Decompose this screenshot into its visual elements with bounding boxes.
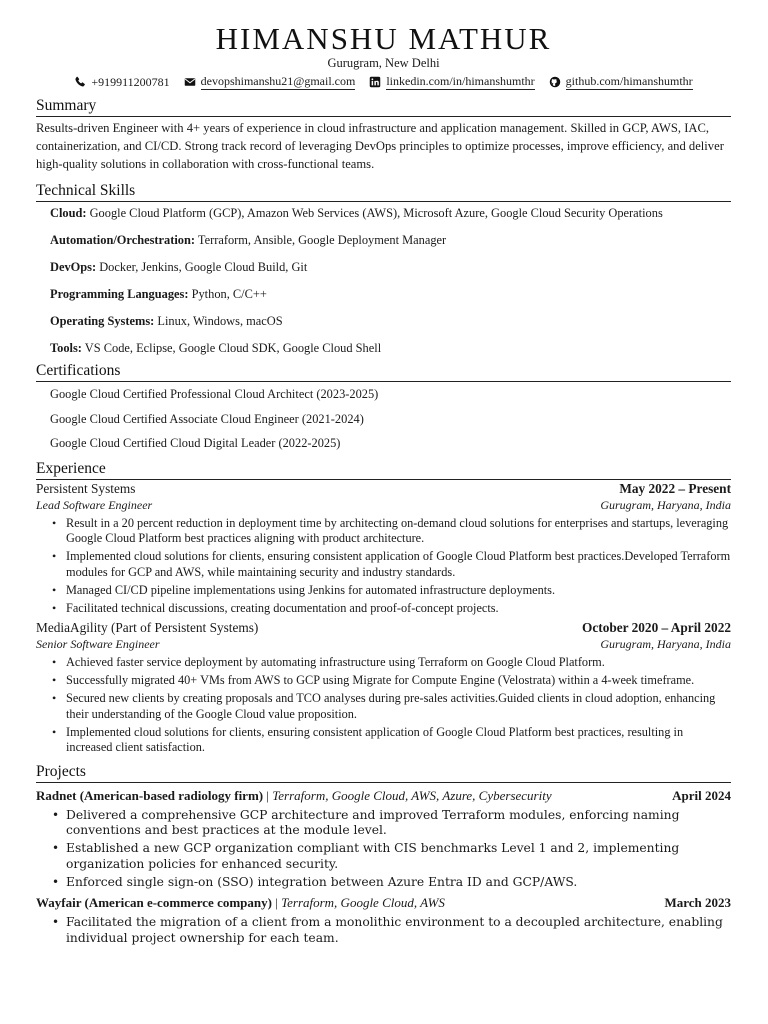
project-date: April 2024 — [672, 787, 731, 803]
project-entry — [36, 787, 731, 891]
project-tech: Terraform, Google Cloud, AWS, Azure, Cybersecurity — [272, 787, 552, 803]
job-subheader — [36, 637, 731, 652]
skill-value: Docker, Jenkins, Google Cloud Build, Git — [99, 260, 308, 274]
project-date: March 2023 — [664, 895, 731, 910]
envelope-icon — [184, 76, 196, 88]
job-header — [36, 480, 731, 498]
job-location: Gurugram, Haryana, India — [600, 497, 731, 512]
project-separator: | — [275, 895, 278, 910]
bullet-item: • Successfully migrated 40+ VMs from AWS to GCP using Migrate for Compute Engine (Velostrata) within a 4-week timeframe. — [52, 673, 731, 689]
contact-linkedin[interactable] — [369, 73, 534, 90]
skill-row-devops — [50, 258, 731, 276]
certifications-list — [36, 385, 731, 452]
phone-icon — [74, 76, 86, 88]
certification-item: Google Cloud Certified Professional Cloud Architect (2023-2025) — [50, 387, 379, 401]
project-entry — [36, 894, 731, 946]
bullet-item: • Managed CI/CD pipeline implementations using Jenkins for automated infrastructure deployments. — [52, 583, 731, 599]
project-bullets — [36, 808, 731, 891]
skill-row-os — [50, 312, 731, 330]
skill-label: Tools: — [50, 341, 82, 355]
job-header — [36, 619, 731, 637]
project-name: Wayfair (American e-commerce company) — [36, 895, 272, 910]
section-title-summary: Summary — [36, 96, 731, 117]
project-bullets — [36, 915, 731, 946]
job-role: Senior Software Engineer — [36, 637, 160, 651]
bullet-item: • Facilitated the migration of a client from a monolithic environment to a decoupled architecture, enabling individual project ownership for each team. — [52, 915, 731, 946]
section-title-projects: Projects — [36, 762, 731, 783]
project-header — [36, 787, 731, 805]
project-name: Radnet (American-based radiology firm) — [36, 787, 264, 803]
job-entry — [36, 480, 731, 617]
section-title-certifications: Certifications — [36, 361, 731, 382]
skill-value: Google Cloud Platform (GCP), Amazon Web Services (AWS), Microsoft Azure, Google Cloud Security Operations — [89, 206, 663, 220]
certification-item: Google Cloud Certified Cloud Digital Leader (2022-2025) — [50, 436, 341, 450]
bullet-item: • Implemented cloud solutions for clients, ensuring consistent application of Google Cloud Platform best practices.Developed Terraform modules for GCP and AWS, while maintaining security and industry standards. — [52, 549, 731, 580]
linkedin-icon — [369, 76, 381, 88]
contact-phone[interactable] — [74, 73, 169, 90]
contact-email[interactable] — [184, 73, 356, 90]
bullet-item: • Facilitated technical discussions, creating documentation and proof-of-concept projects. — [52, 601, 731, 617]
bullet-item: • Secured new clients by creating proposals and TCO analyses during pre-sales activities.Guided clients in cloud adoption, enhancing their understanding of the Google Cloud value proposition. — [52, 691, 731, 722]
section-title-skills: Technical Skills — [36, 181, 731, 202]
candidate-name: HIMANSHU MATHUR — [215, 21, 552, 56]
candidate-location: Gurugram, New Delhi — [327, 56, 440, 70]
skill-value: Python, C/C++ — [191, 287, 267, 301]
contact-bar — [36, 73, 731, 90]
skills-list — [36, 204, 731, 357]
job-bullets — [36, 655, 731, 756]
skill-value: Linux, Windows, macOS — [157, 314, 283, 328]
project-header — [36, 894, 731, 912]
linkedin-link[interactable]: linkedin.com/in/himanshumthr — [386, 74, 535, 88]
skill-label: Programming Languages: — [50, 287, 189, 301]
skill-value: VS Code, Eclipse, Google Cloud SDK, Google Cloud Shell — [84, 341, 382, 355]
skill-label: Operating Systems: — [50, 314, 155, 328]
phone-text: +919911200781 — [91, 74, 170, 89]
skill-row-cloud — [50, 204, 731, 222]
skill-label: Cloud: — [50, 206, 87, 220]
project-title-line — [36, 787, 552, 805]
job-entry — [36, 619, 731, 756]
skill-label: DevOps: — [50, 260, 97, 274]
skill-row-tools — [50, 339, 731, 357]
bullet-item: • Enforced single sign-on (SSO) integration between Azure Entra ID and GCP/AWS. — [52, 875, 731, 891]
resume-page — [36, 22, 731, 949]
job-role: Lead Software Engineer — [36, 497, 153, 512]
job-bullets — [36, 516, 731, 617]
bullet-item: • Established a new GCP organization compliant with CIS benchmarks Level 1 and 2, implementing organization policies for enhanced security. — [52, 841, 731, 872]
github-link[interactable]: github.com/himanshumthr — [565, 74, 693, 88]
project-tech: Terraform, Google Cloud, AWS — [281, 895, 445, 910]
bullet-item: • Implemented cloud solutions for clients, ensuring consistent application of Google Cloud Platform best practices, resulting in increased client satisfaction. — [52, 725, 731, 756]
section-title-experience: Experience — [36, 459, 731, 480]
job-company: Persistent Systems — [36, 480, 136, 496]
contact-github[interactable] — [549, 73, 693, 90]
job-company: MediaAgility (Part of Persistent Systems) — [36, 620, 259, 635]
skill-value: Terraform, Ansible, Google Deployment Manager — [197, 233, 447, 247]
bullet-item: • Result in a 20 percent reduction in deployment time by architecting on-demand cloud solutions for enterprises and startups, leveraging Google Cloud Platform best practices aligning with product architecture. — [52, 516, 731, 547]
github-icon — [549, 76, 561, 88]
skill-row-programming — [50, 285, 731, 303]
email-link[interactable]: devopshimanshu21@gmail.com — [200, 74, 356, 88]
summary-paragraph: Results-driven Engineer with 4+ years of experience in cloud infrastructure and application management. Skilled in GCP, AWS, IAC, containerization, and CI/CD. Strong track record of leveraging DevOps principles to optimize processes, improve efficiency, and deliver high-quality solutions in collaboration with cross-functional teams. — [36, 121, 724, 171]
bullet-item: • Achieved faster service deployment by automating infrastructure using Terraform on Google Cloud Platform. — [52, 655, 731, 671]
skill-label: Automation/Orchestration: — [50, 233, 196, 247]
certification-item: Google Cloud Certified Associate Cloud Engineer (2021-2024) — [50, 411, 364, 426]
job-subheader — [36, 498, 731, 513]
job-dates: May 2022 – Present — [619, 480, 731, 496]
project-separator: | — [266, 787, 269, 803]
job-location: Gurugram, Haryana, India — [600, 637, 731, 651]
skill-row-automation — [50, 231, 731, 249]
job-dates: October 2020 – April 2022 — [582, 620, 731, 635]
bullet-item: • Delivered a comprehensive GCP architecture and improved Terraform modules, enforcing naming conventions and best practices at the module level. — [52, 808, 731, 839]
project-title-line — [36, 894, 445, 912]
